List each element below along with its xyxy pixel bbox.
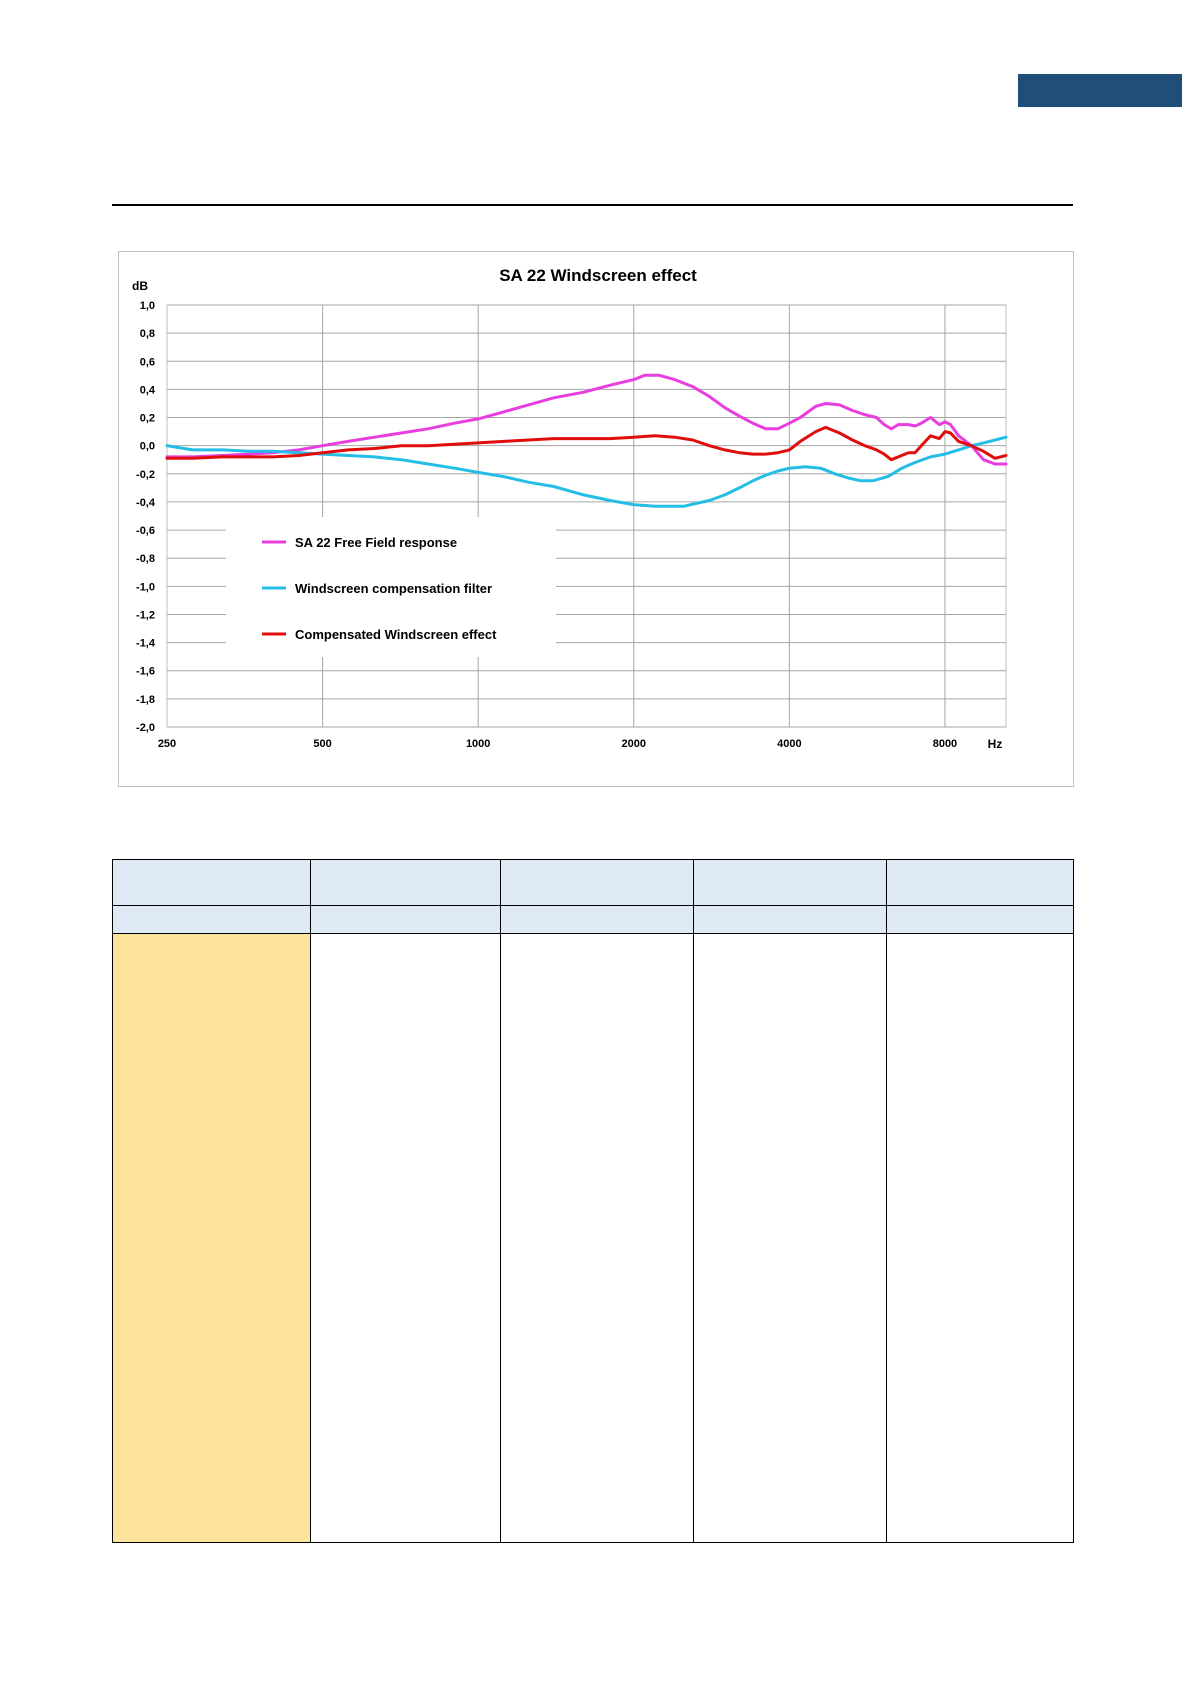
y-tick-label: 1,0 xyxy=(139,300,155,312)
table-row xyxy=(113,934,1074,1543)
y-tick-label: 0,4 xyxy=(139,384,155,397)
x-axis-label: Hz xyxy=(987,737,1003,751)
table-subheader-cell xyxy=(311,906,501,934)
y-tick-label: -0,8 xyxy=(136,553,155,566)
y-tick-label: 0,0 xyxy=(139,440,155,453)
spec-table xyxy=(112,859,1074,1543)
table-subheader-row xyxy=(113,906,1074,934)
x-tick-label: 250 xyxy=(157,738,177,750)
y-tick-label: -0,6 xyxy=(136,525,155,538)
y-tick-label: -1,6 xyxy=(136,665,155,678)
table-cell xyxy=(501,934,694,1543)
y-tick-label: -0,4 xyxy=(136,496,155,509)
table-header-cell xyxy=(113,860,311,906)
windscreen-effect-chart xyxy=(119,252,1073,786)
chart-frame xyxy=(118,251,1074,787)
chart-legend xyxy=(226,517,556,657)
y-tick-label: -1,4 xyxy=(136,637,155,650)
table-cell xyxy=(694,934,887,1543)
header-rule xyxy=(112,204,1073,206)
y-tick-label: -1,0 xyxy=(136,581,155,594)
table-header-cell xyxy=(887,860,1074,906)
y-tick-label: 0,6 xyxy=(139,356,155,369)
table-header-row xyxy=(113,860,1074,906)
plot-area xyxy=(167,305,1006,727)
table-subheader-cell xyxy=(501,906,694,934)
header-accent-block xyxy=(1018,74,1182,107)
y-tick-label: 0,2 xyxy=(139,412,155,425)
table-subheader-cell xyxy=(113,906,311,934)
x-tick-label: 8000 xyxy=(932,738,958,750)
y-tick-label: -0,2 xyxy=(136,468,155,481)
series-line-2 xyxy=(167,437,1006,506)
table-header-cell xyxy=(311,860,501,906)
legend-entry-label: Windscreen compensation filter xyxy=(295,581,493,596)
legend-entry-label: Compensated Windscreen effect xyxy=(295,627,497,642)
table-cell xyxy=(311,934,501,1543)
x-tick-label: 1000 xyxy=(465,738,491,750)
table-header-cell xyxy=(694,860,887,906)
y-tick-label: -2,0 xyxy=(136,722,155,734)
table-subheader-cell xyxy=(694,906,887,934)
table-subheader-cell xyxy=(887,906,1074,934)
table-cell xyxy=(887,934,1074,1543)
table-label-cell xyxy=(113,934,311,1543)
x-tick-label: 4000 xyxy=(777,738,802,750)
y-axis-label: dB xyxy=(132,279,148,293)
y-tick-label: -1,8 xyxy=(136,693,155,706)
table-header-cell xyxy=(501,860,694,906)
x-tick-label: 2000 xyxy=(621,738,647,750)
y-tick-label: -1,2 xyxy=(136,609,155,622)
series-line-3 xyxy=(167,427,1006,459)
legend-entry-label: SA 22 Free Field response xyxy=(295,535,458,550)
chart-title: SA 22 Windscreen effect xyxy=(499,266,697,285)
x-tick-label: 500 xyxy=(313,738,332,750)
y-tick-label: 0,8 xyxy=(139,328,155,341)
